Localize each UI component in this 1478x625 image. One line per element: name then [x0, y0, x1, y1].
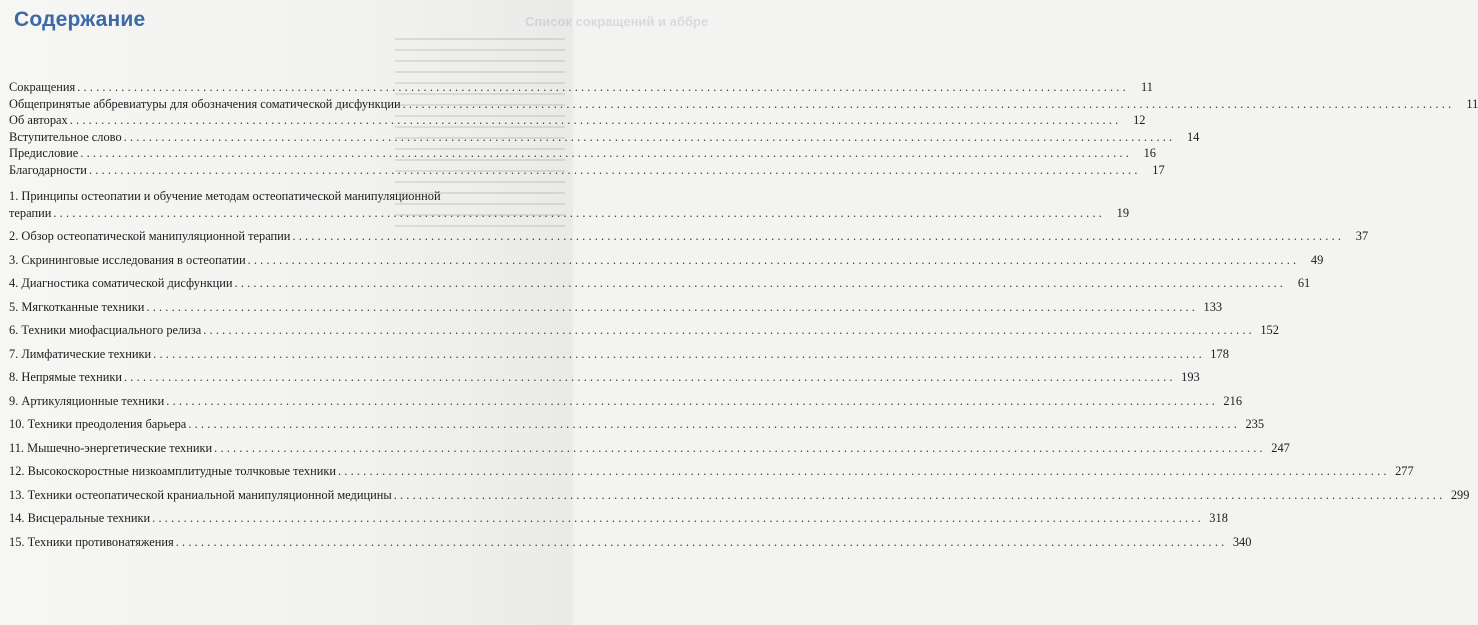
dot-leader: ....................................................................................................................................................................... [123, 129, 1176, 144]
toc-entry[interactable] [9, 145, 1156, 162]
dot-leader: ....................................................................................................................................................................... [153, 346, 1205, 361]
dot-leader: ....................................................................................................................................................................... [88, 162, 1141, 177]
toc-entry-chapter[interactable] [9, 416, 1265, 433]
toc-page-number: 49 [1310, 252, 1324, 267]
toc-entry-chapter[interactable] [9, 534, 1252, 551]
page-title: Содержание [14, 8, 146, 31]
toc-entry-label: Сокращения [9, 80, 76, 94]
toc-entry-label: 11. Мышечно-энергетические техники [9, 440, 213, 455]
dot-leader: ....................................................................................................................................................................... [393, 487, 1446, 502]
toc-entry-label: Об авторах [9, 113, 68, 128]
toc-page-number: 37 [1355, 229, 1369, 244]
dot-leader: ....................................................................................................................................................................... [292, 229, 1345, 244]
toc-entry-label: 1. Принципы остеопатии и обучение методам остеопатической манипуляционной [9, 188, 441, 203]
dot-leader: ....................................................................................................................................................................... [77, 80, 1129, 94]
toc-entry-label: 10. Техники преодоления барьера [9, 417, 187, 432]
toc-entry[interactable] [9, 112, 1146, 129]
toc-entry-label: 14. Висцеральные техники [9, 511, 151, 526]
toc-page-number: 133 [1203, 299, 1223, 314]
dot-leader: ....................................................................................................................................................................... [152, 511, 1204, 526]
toc-entry-chapter[interactable] [9, 322, 1279, 339]
toc-entry-chapter-1[interactable] [9, 188, 1130, 222]
toc-entry-label: Вступительное слово [9, 129, 122, 144]
toc-page-number: 216 [1223, 393, 1243, 408]
dot-leader: ....................................................................................................................................................................... [337, 464, 1390, 479]
toc-page-number: 61 [1297, 276, 1311, 291]
toc-entry-chapter[interactable] [9, 510, 1228, 527]
toc-page-number: 11 [1466, 96, 1478, 111]
toc-entry-chapter[interactable] [9, 487, 1470, 504]
dot-leader: ....................................................................................................................................................................... [124, 370, 1176, 385]
toc-entry-label: 12. Высокоскоростные низкоамплитудные толчковые техники [9, 464, 336, 479]
toc-entry-label-continued: терапии [9, 205, 52, 220]
dot-leader: ....................................................................................................................................................................... [146, 299, 1199, 314]
toc-entry-chapter[interactable] [9, 369, 1200, 386]
toc-entry-chapter[interactable] [9, 346, 1229, 363]
toc-page-number: 340 [1232, 534, 1252, 549]
toc-entry-chapter[interactable] [9, 228, 1369, 245]
toc-page-number: 16 [1143, 146, 1156, 161]
toc-entry-label: 15. Техники противонатяжения [9, 534, 174, 549]
dot-leader: ....................................................................................................................................................................... [203, 323, 1255, 338]
toc-entry-chapter[interactable] [9, 252, 1324, 269]
toc-entry-label: 6. Техники миофасциального релиза [9, 323, 202, 338]
toc-page-number: 299 [1450, 487, 1470, 502]
toc-entry-label: 8. Непрямые техники [9, 370, 122, 385]
toc-entry[interactable] [9, 129, 1200, 146]
chapters-list [9, 188, 1470, 551]
dot-leader: ....................................................................................................................................................................... [175, 534, 1228, 549]
dot-leader: ....................................................................................................................................................................... [402, 96, 1455, 111]
toc-entry-label: 3. Скрининговые исследования в остеопатии [9, 252, 246, 267]
dot-leader: ....................................................................................................................................................................... [247, 252, 1300, 267]
toc-entry-label: 5. Мягкотканные техники [9, 299, 145, 314]
toc-entry-label: 2. Обзор остеопатической манипуляционной терапии [9, 229, 291, 244]
toc-page-number: 193 [1181, 370, 1200, 385]
toc-page-number: 12 [1133, 113, 1146, 128]
toc-entry-chapter[interactable] [9, 463, 1414, 480]
front-matter-list [9, 79, 1478, 179]
toc-entry-label: 13. Техники остеопатической краниальной манипуляционной медицины [9, 487, 392, 502]
toc-entry-label: 7. Лимфатические техники [9, 346, 152, 361]
toc-entry-label: 4. Диагностика соматической дисфункции [9, 276, 233, 291]
dot-leader: ....................................................................................................................................................................... [214, 440, 1266, 455]
toc-entry-chapter[interactable] [9, 275, 1311, 292]
toc-entry[interactable] [9, 96, 1478, 113]
table-of-contents [9, 79, 1478, 557]
toc-entry-label: Предисловие [9, 146, 79, 161]
toc-entry[interactable] [9, 79, 1153, 96]
toc-entry-label: 9. Артикуляционные техники [9, 393, 165, 408]
toc-page-number: 11 [1140, 80, 1153, 94]
toc-page-number: 277 [1395, 464, 1414, 479]
toc-page-number: 247 [1271, 440, 1290, 455]
ghost-title: Список сокращений и аббре [525, 14, 709, 29]
toc-entry-chapter[interactable] [9, 440, 1290, 457]
dot-leader: ....................................................................................................................................................................... [80, 146, 1132, 161]
dot-leader: ....................................................................................................................................................................... [234, 276, 1287, 291]
toc-entry-chapter[interactable] [9, 299, 1223, 316]
toc-page-number: 14 [1186, 129, 1200, 144]
toc-entry-label: Общепринятые аббревиатуры для обозначения соматической дисфункции [9, 96, 401, 111]
toc-page-number: 19 [1116, 205, 1130, 220]
toc-page-number: 318 [1209, 511, 1228, 526]
dot-leader: ....................................................................................................................................................................... [166, 393, 1219, 408]
toc-page-number: 178 [1210, 346, 1229, 361]
toc-page-number: 152 [1260, 323, 1279, 338]
toc-page-number: 17 [1152, 162, 1165, 177]
toc-page-number: 235 [1245, 417, 1265, 432]
dot-leader: ....................................................................................................................................................................... [188, 417, 1241, 432]
dot-leader: ....................................................................................................................................................................... [69, 113, 1122, 128]
dot-leader: ....................................................................................................................................................................... [53, 205, 1106, 220]
toc-entry-chapter[interactable] [9, 393, 1243, 410]
toc-entry-label: Благодарности [9, 162, 87, 177]
toc-entry[interactable] [9, 162, 1165, 179]
